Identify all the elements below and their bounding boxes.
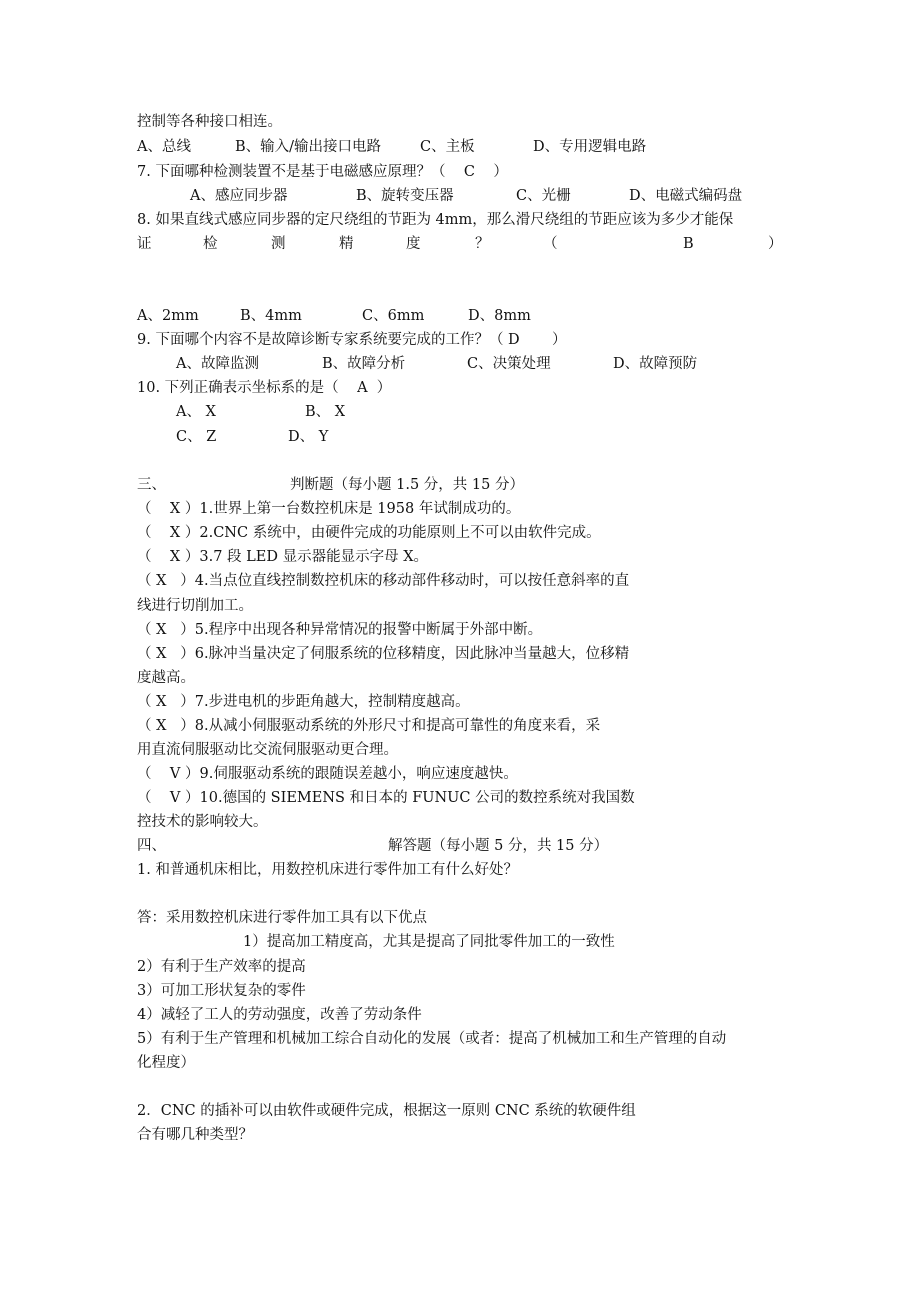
answer-intro: 答：采用数控机床进行零件加工具有以下优点 — [137, 910, 427, 926]
q8-option-b: B、4mm — [240, 308, 302, 324]
q9-option-d: D、故障预防 — [613, 356, 698, 372]
section-4-title: 解答题（每小题 5 分，共 15 分） — [388, 838, 609, 854]
q9-option-c: C、决策处理 — [467, 356, 551, 372]
judgement-line: 用直流伺服驱动比交流伺服驱动更合理。 — [137, 742, 398, 758]
judgement-line: （ X ）2.CNC 系统中，由硬件完成的功能原则上不可以由软件完成。 — [137, 525, 601, 541]
judgement-line: （ X ）3.7 段 LED 显示器能显示字母 X。 — [137, 549, 429, 565]
q10-option-b: B、 X — [305, 404, 346, 420]
q8-word: 测 — [271, 236, 286, 252]
question-2: 合有哪几种类型？ — [137, 1127, 253, 1143]
judgement-line: 控技术的影响较大。 — [137, 814, 268, 830]
judgement-line: 度越高。 — [137, 670, 195, 686]
judgement-line: （ V ）10.德国的 SIEMENS 和日本的 FUNUC 公司的数控系统对我国数 — [137, 790, 635, 806]
judgement-line: （ X ）1.世界上第一台数控机床是 1958 年试制成功的。 — [137, 501, 521, 517]
answer-item: 5）有利于生产管理和机械加工综合自动化的发展（或者：提高了机械加工和生产管理的自动 — [137, 1031, 727, 1047]
q8-word: ？ — [475, 236, 490, 252]
q6-option-a: A、总线 — [137, 139, 191, 155]
q10-option-c: C、 Z — [176, 429, 217, 445]
answer-item: 3）可加工形状复杂的零件 — [137, 983, 306, 999]
answer-item: 1）提高加工精度高，尤其是提高了同批零件加工的一致性 — [243, 934, 615, 950]
section-3-title: 判断题（每小题 1.5 分，共 15 分） — [290, 477, 524, 493]
q8-word: 检 — [203, 236, 218, 252]
judgement-line: （ X ）6.脉冲当量决定了伺服系统的位移精度，因此脉冲当量越大，位移精 — [137, 646, 630, 662]
q7-option-c: C、光栅 — [516, 188, 571, 204]
answer-item: 2）有利于生产效率的提高 — [137, 959, 306, 975]
q10-stem: 10. 下列正确表示坐标系的是（ A ） — [137, 380, 392, 396]
q7-stem: 7. 下面哪种检测装置不是基于电磁感应原理？（ C ） — [137, 164, 508, 180]
judgement-line: （ X ）4.当点位直线控制数控机床的移动部件移动时，可以按任意斜率的直 — [137, 573, 630, 589]
q7-option-d: D、电磁式编码盘 — [629, 188, 743, 204]
judgement-line: 线进行切削加工。 — [137, 598, 253, 614]
q6-option-c: C、主板 — [420, 139, 475, 155]
q6-option-b: B、输入/输出接口电路 — [235, 139, 382, 155]
continued-text: 控制等各种接口相连。 — [137, 114, 282, 130]
section-3-number: 三、 — [137, 477, 166, 493]
answer-item: 4）减轻了工人的劳动强度，改善了劳动条件 — [137, 1007, 422, 1023]
q6-option-d: D、专用逻辑电路 — [533, 139, 647, 155]
q8-answer: B — [683, 236, 694, 252]
q10-option-d: D、 Y — [288, 429, 329, 445]
answer-item: 化程度） — [137, 1055, 195, 1071]
question-2: 2．CNC 的插补可以由软件或硬件完成，根据这一原则 CNC 系统的软硬件组 — [137, 1103, 636, 1119]
q8-option-d: D、8mm — [468, 308, 531, 324]
q7-option-b: B、旋转变压器 — [356, 188, 454, 204]
q9-option-b: B、故障分析 — [322, 356, 406, 372]
q8-word: （ — [543, 236, 558, 252]
judgement-line: （ V ）9.伺服驱动系统的跟随误差越小，响应速度越快。 — [137, 766, 518, 782]
q7-option-a: A、感应同步器 — [190, 188, 288, 204]
judgement-line: （ X ）5.程序中出现各种异常情况的报警中断属于外部中断。 — [137, 622, 543, 638]
section-4-number: 四、 — [137, 838, 166, 854]
q9-stem: 9. 下面哪个内容不是故障诊断专家系统要完成的工作？（ D ） — [137, 332, 567, 348]
question-1: 1. 和普通机床相比，用数控机床进行零件加工有什么好处？ — [137, 862, 518, 878]
q8-stem: 8. 如果直线式感应同步器的定尺绕组的节距为 4mm，那么滑尺绕组的节距应该为多少才能保 — [137, 212, 734, 228]
q8-word: 证 — [137, 236, 152, 252]
q8-option-c: C、6mm — [362, 308, 425, 324]
q9-option-a: A、故障监测 — [176, 356, 259, 372]
q8-word: 度 — [406, 236, 421, 252]
q8-word: 精 — [339, 236, 354, 252]
judgement-line: （ X ）8.从减小伺服驱动系统的外形尺寸和提高可靠性的角度来看，采 — [137, 718, 601, 734]
q8-option-a: A、2mm — [137, 308, 199, 324]
q10-option-a: A、 X — [176, 404, 216, 420]
judgement-line: （ X ）7.步进电机的步距角越大，控制精度越高。 — [137, 694, 470, 710]
q8-word: ） — [768, 236, 783, 252]
